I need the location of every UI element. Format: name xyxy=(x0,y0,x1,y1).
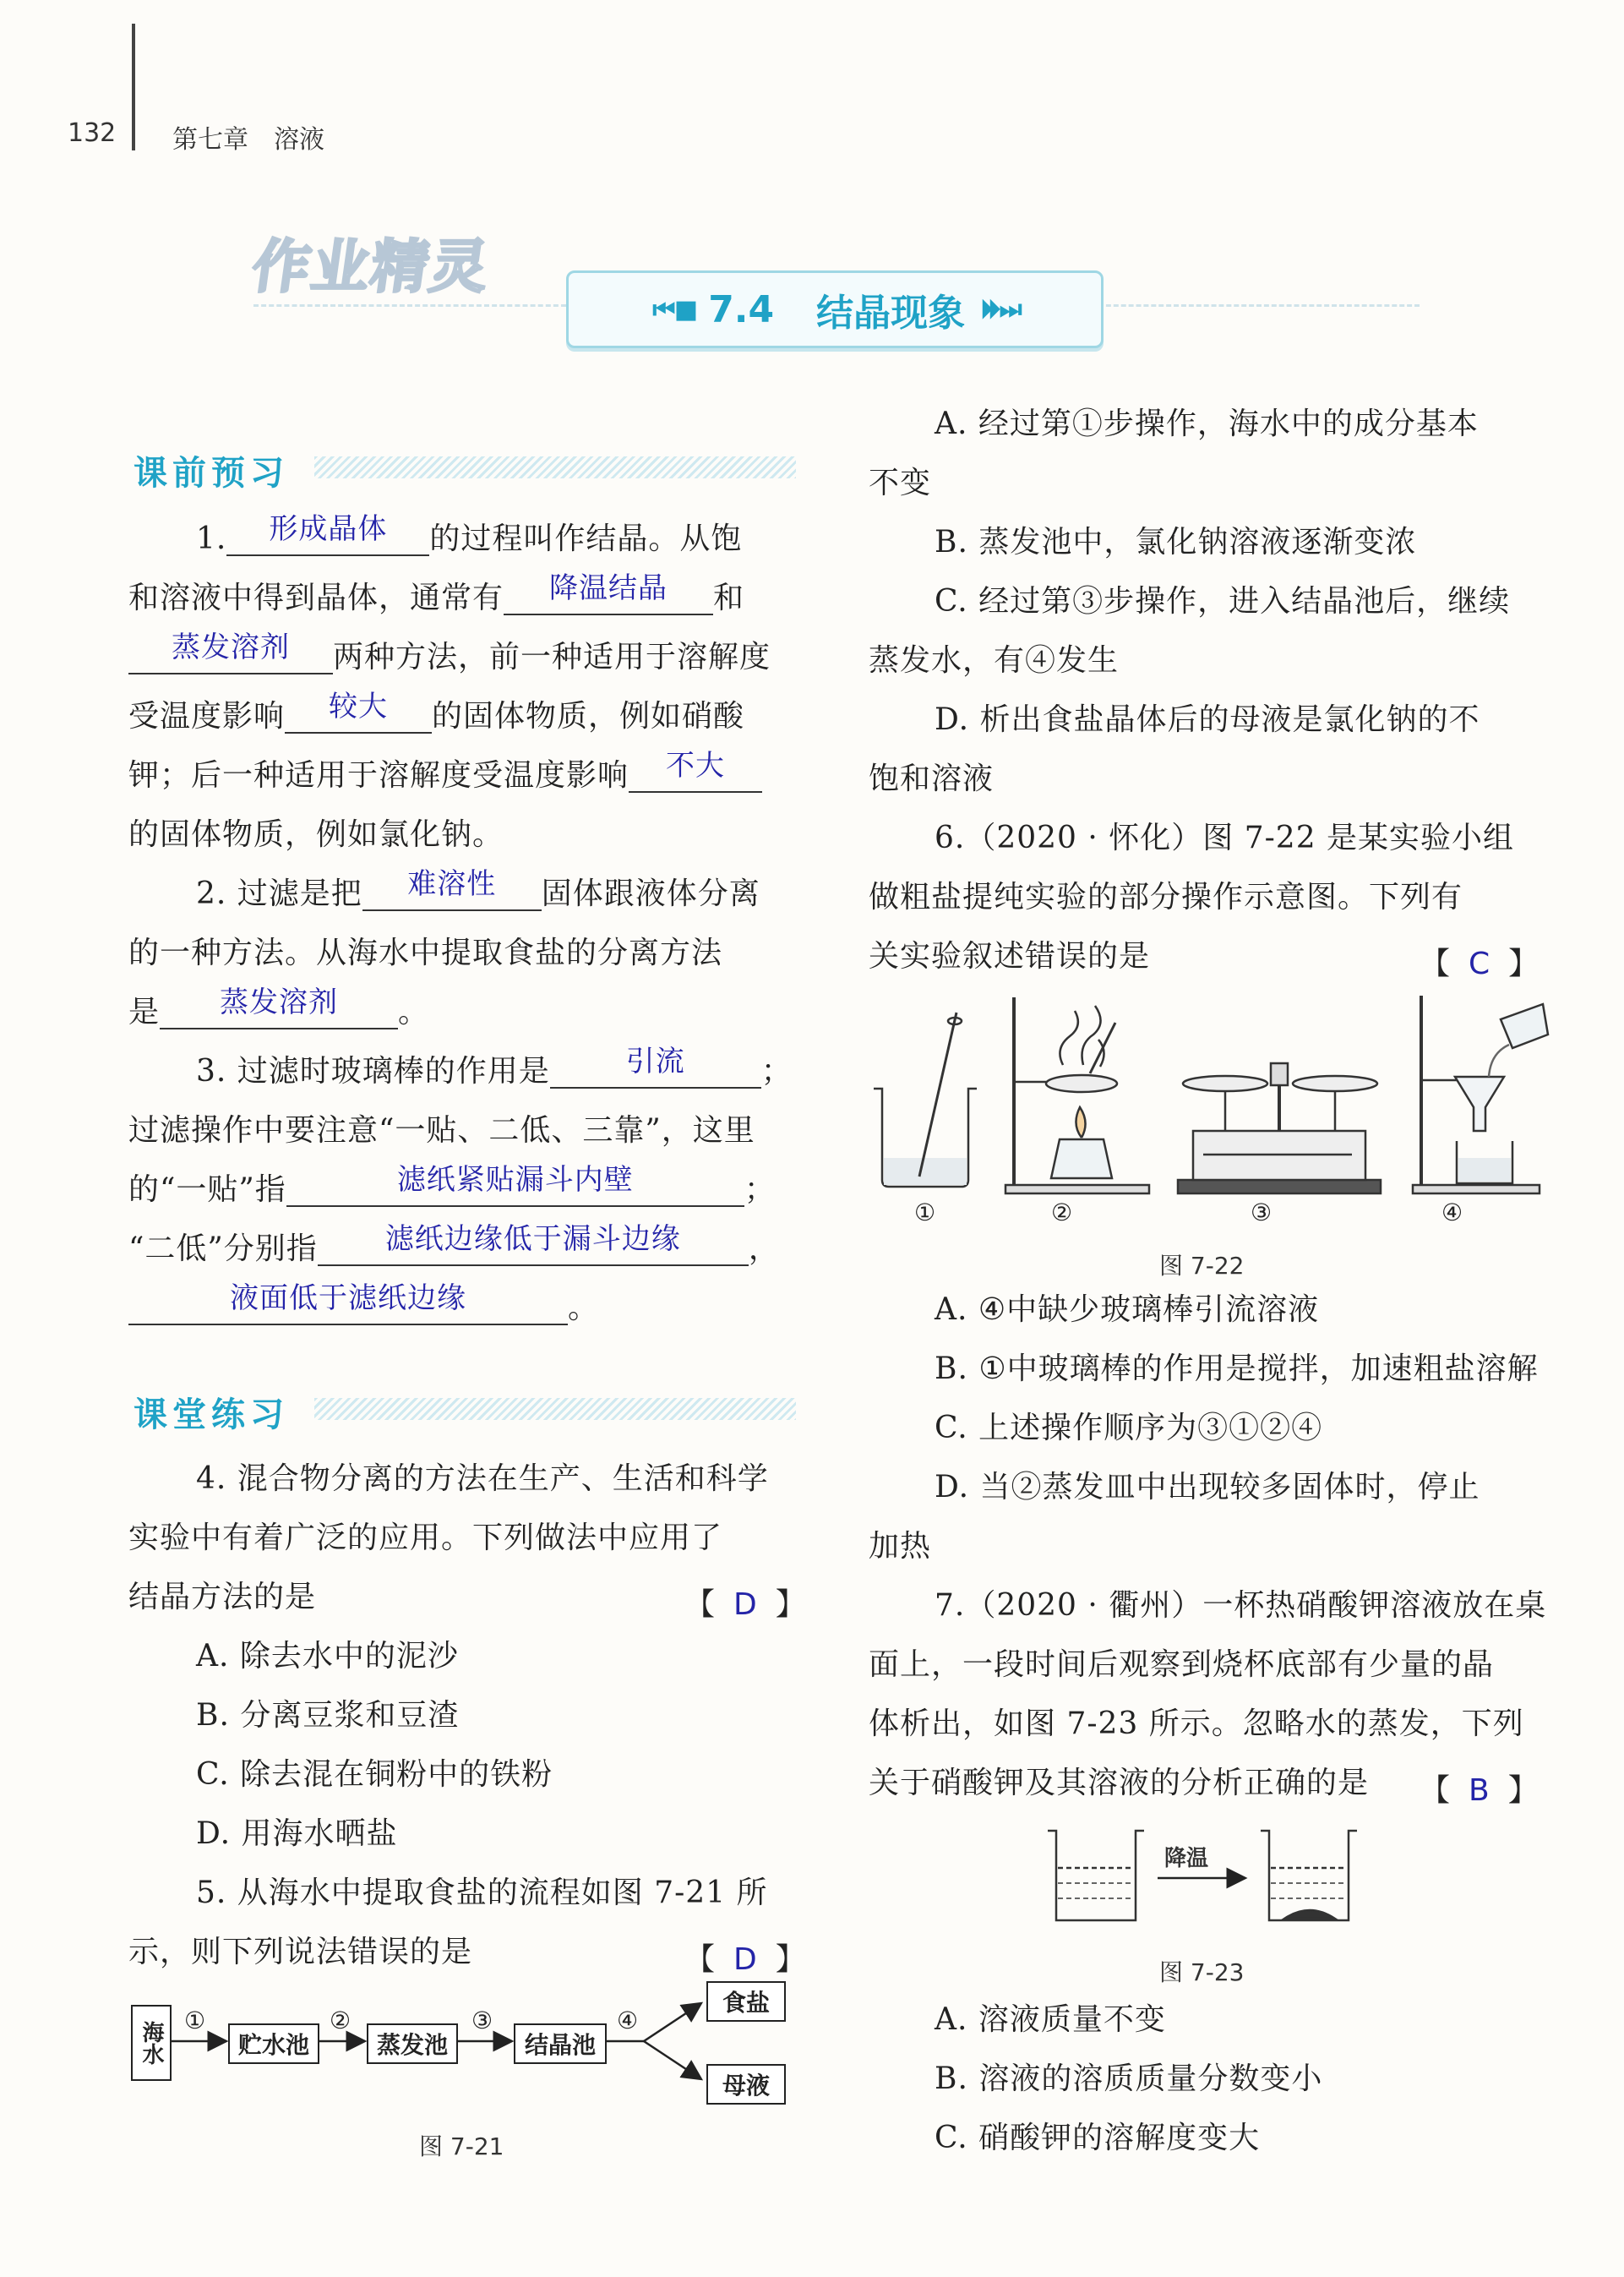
q1-line3: 蒸发溶剂 两种方法，前一种适用于溶解度 xyxy=(128,641,771,674)
filtration-icon xyxy=(1413,996,1548,1193)
figure-7-23-caption: 图 7-23 xyxy=(1159,1958,1245,1986)
figure-7-22-illustration xyxy=(862,989,1555,1200)
q5-option-a: A. 经过第①步操作，海水中的成分基本 xyxy=(935,407,1479,441)
q1-line6: 的固体物质，例如氯化钠。 xyxy=(128,817,504,852)
fig22-label-1: ① xyxy=(914,1199,936,1226)
q1-answer-3: 蒸发溶剂 xyxy=(172,631,290,664)
q4-line2: 实验中有着广泛的应用。下列做法中应用了 xyxy=(128,1521,723,1555)
crystal-beaker-icon xyxy=(1261,1831,1357,1920)
q3-line4: “二低”分别指 滤纸边缘低于漏斗边缘 ， xyxy=(128,1222,780,1266)
q5-answer: D xyxy=(733,1942,757,1977)
q4-option-d: D. 用海水晒盐 xyxy=(196,1816,398,1851)
chapter-title: 第七章 溶液 xyxy=(172,125,324,155)
section-preview: 课前预习 xyxy=(134,454,289,493)
figure-7-22-caption: 图 7-22 xyxy=(1159,1252,1245,1280)
q7-option-a: A. 溶液质量不变 xyxy=(935,2002,1166,2037)
q3-line1: 3. 过滤时玻璃棒的作用是 引流 ； xyxy=(196,1045,793,1089)
skip-forward-icon: ⏵⏵ ⏭ xyxy=(980,294,1017,325)
q1-line2: 和溶液中得到晶体，通常有 降温结晶 和 xyxy=(128,571,745,615)
q3-line3: 的“一贴”指 滤纸紧贴漏斗内壁 ； xyxy=(128,1163,776,1207)
q6-option-b: B. ①中玻璃棒的作用是搅拌，加速粗盐溶解 xyxy=(935,1351,1539,1386)
q6-option-d-cont: 加热 xyxy=(869,1529,932,1564)
q7-answer: B xyxy=(1469,1773,1490,1808)
header-divider xyxy=(132,24,135,150)
flow-storage-pool: 贮水池 xyxy=(228,2023,319,2064)
q3-line2: 过滤操作中要注意“一贴、二低、三靠”，这里 xyxy=(128,1113,755,1148)
q5-option-b: B. 蒸发池中，氯化钠溶液逐渐变浓 xyxy=(935,525,1417,560)
q2-line1: 2. 过滤是把 难溶性 固体跟液体分离 xyxy=(196,867,760,911)
q5-option-d: D. 析出食盐晶体后的母液是氯化钠的不 xyxy=(935,702,1480,737)
flow-seawater: 海水 xyxy=(131,2005,172,2081)
q6-line1: 6.（2020 · 怀化）图 7-22 是某实验小组 xyxy=(935,821,1515,855)
q4-option-b: B. 分离豆浆和豆渣 xyxy=(196,1698,460,1733)
q4-option-c: C. 除去混在铜粉中的铁粉 xyxy=(196,1757,553,1792)
q6-option-d: D. 当②蒸发皿中出现较多固体时，停止 xyxy=(935,1470,1480,1504)
q4-answer: D xyxy=(733,1587,757,1622)
fig22-label-4: ④ xyxy=(1441,1199,1463,1226)
fig22-label-3: ③ xyxy=(1251,1199,1272,1226)
flow-salt: 食盐 xyxy=(706,1981,786,2022)
q4-option-a: A. 除去水中的泥沙 xyxy=(196,1639,459,1674)
q7-option-c: C. 硝酸钾的溶解度变大 xyxy=(935,2121,1261,2155)
q2-answer-2: 蒸发溶剂 xyxy=(220,986,339,1019)
q2-answer-1: 难溶性 xyxy=(407,867,497,901)
q6-answer: C xyxy=(1469,947,1490,981)
q4-answer-bracket: 【 D 】 xyxy=(684,1587,806,1622)
q7-line1: 7.（2020 · 衢州）一杯热硝酸钾溶液放在桌 xyxy=(935,1588,1547,1623)
skip-back-icon: ⏮ ■ xyxy=(652,294,694,325)
q1-line1: 1. 形成晶体 的过程叫作结晶。从饱 xyxy=(196,512,743,556)
q3-answer-4: 液面低于滤纸边缘 xyxy=(230,1281,466,1315)
cooling-label: 降温 xyxy=(1164,1846,1209,1871)
q4-line1: 4. 混合物分离的方法在生产、生活和科学 xyxy=(196,1461,769,1496)
figure-7-23-illustration xyxy=(1039,1817,1360,1936)
q2-line3: 是 蒸发溶剂 。 xyxy=(128,986,430,1029)
q6-option-c: C. 上述操作顺序为③①②④ xyxy=(935,1411,1323,1445)
balance-icon xyxy=(1178,1063,1381,1193)
fig22-label-2: ② xyxy=(1051,1199,1073,1226)
figure-7-21-caption: 图 7-21 xyxy=(419,2132,504,2160)
q3-answer-2: 滤纸紧贴漏斗内壁 xyxy=(396,1163,634,1197)
q1-answer-1: 形成晶体 xyxy=(269,512,388,546)
flow-mother-liquor: 母液 xyxy=(706,2064,786,2105)
section-practice-bar xyxy=(314,1398,796,1420)
q1-line5: 钾；后一种适用于溶解度受温度影响 不大 xyxy=(128,759,762,793)
q1-answer-5: 不大 xyxy=(666,749,726,783)
q4-line3: 结晶方法的是 xyxy=(128,1580,317,1614)
q3-answer-3: 滤纸边缘低于漏斗边缘 xyxy=(384,1222,681,1256)
q7-line3: 体析出，如图 7-23 所示。忽略水的蒸发，下列 xyxy=(869,1706,1524,1741)
q3-answer-1: 引流 xyxy=(625,1045,685,1078)
q7-answer-bracket: 【 B 】 xyxy=(1420,1773,1539,1808)
q5-option-d-cont: 饱和溶液 xyxy=(869,762,995,796)
lesson-name: 结晶现象 xyxy=(816,292,966,335)
flow-step-3: ③ xyxy=(471,2007,493,2034)
q6-line2: 做粗盐提纯实验的部分操作示意图。下列有 xyxy=(869,880,1463,915)
q3-line5: 液面低于滤纸边缘 。 xyxy=(128,1291,599,1325)
flow-step-2: ② xyxy=(330,2007,352,2034)
q1-answer-4: 较大 xyxy=(329,690,389,724)
q5-option-c: C. 经过第③步操作，进入结晶池后，继续 xyxy=(935,584,1511,619)
flow-step-4: ④ xyxy=(617,2007,639,2034)
flow-step-1: ① xyxy=(184,2007,206,2034)
q1-line4: 受温度影响 较大 的固体物质，例如硝酸 xyxy=(128,690,745,734)
lesson-title xyxy=(566,270,1104,348)
hot-solution-beaker-icon xyxy=(1048,1831,1144,1920)
q2-line2: 的一种方法。从海水中提取食盐的分离方法 xyxy=(128,936,723,970)
page-number: 132 xyxy=(68,118,117,148)
q7-line2: 面上，一段时间后观察到烧杯底部有少量的晶 xyxy=(869,1647,1495,1682)
q7-option-b: B. 溶液的溶质质量分数变小 xyxy=(935,2061,1323,2096)
q5-option-c-cont: 蒸发水，有④发生 xyxy=(869,643,1120,678)
q7-line4: 关于硝酸钾及其溶液的分析正确的是 xyxy=(869,1766,1370,1800)
q6-option-a: A. ④中缺少玻璃棒引流溶液 xyxy=(935,1292,1320,1327)
flow-crystallization-pool: 结晶池 xyxy=(514,2023,607,2064)
flow-evaporation-pool: 蒸发池 xyxy=(367,2023,458,2064)
q5-answer-bracket: 【 D 】 xyxy=(684,1942,806,1977)
q5-option-a-cont: 不变 xyxy=(869,466,932,500)
title-rule-left xyxy=(253,304,566,307)
q5-line1: 5. 从海水中提取食盐的流程如图 7-21 所 xyxy=(196,1876,768,1910)
brand-watermark: 作业精灵 xyxy=(248,234,494,301)
evaporation-icon xyxy=(1005,997,1149,1193)
q5-line2: 示，则下列说法错误的是 xyxy=(128,1935,473,1969)
lesson-number: 7.4 xyxy=(708,287,775,331)
title-rule-right xyxy=(1098,304,1420,307)
q1-answer-2: 降温结晶 xyxy=(549,571,668,605)
section-practice: 课堂练习 xyxy=(134,1395,289,1434)
q6-line3: 关实验叙述错误的是 xyxy=(869,939,1151,974)
q6-answer-bracket: 【 C 】 xyxy=(1420,947,1540,981)
section-preview-bar xyxy=(314,456,796,478)
beaker-stirring-icon xyxy=(874,1013,977,1187)
